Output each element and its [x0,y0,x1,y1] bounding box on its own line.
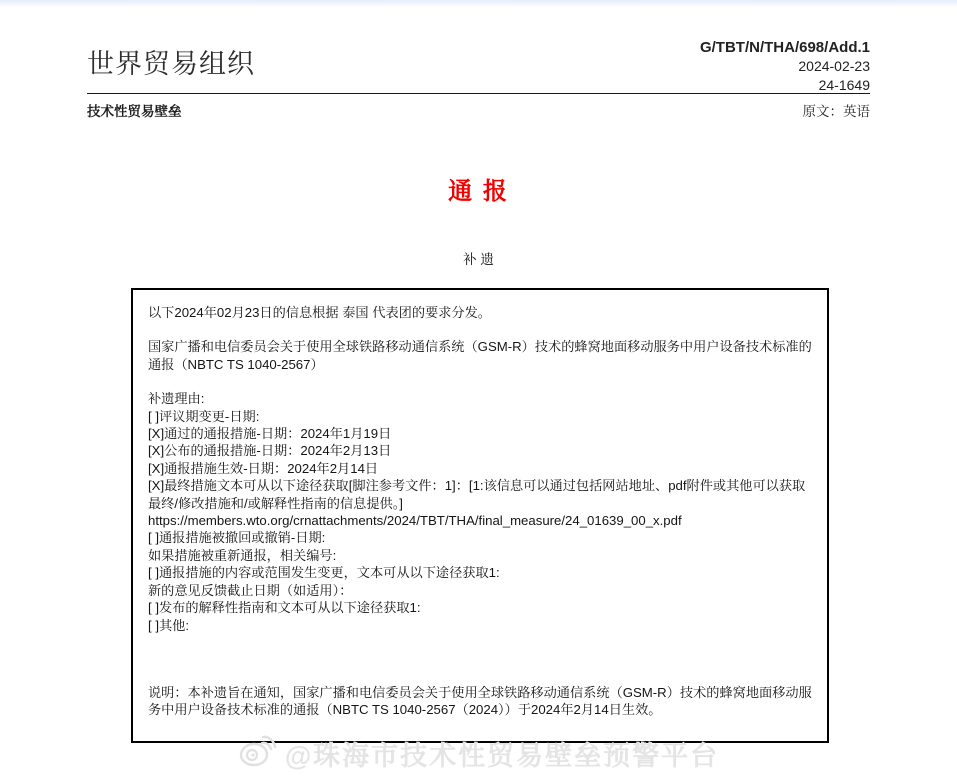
notice-line: 以下2024年02月23日的信息根据 泰国 代表团的要求分发。 [148,305,491,320]
notice-line: [ ]通报措施的内容或范围发生变更，文本可从以下途径获取1: [148,565,500,581]
notice-line: 说明：本补遗旨在通知，国家广播和电信委员会关于使用全球铁路移动通信系统（GSM-R）技术的蜂窝地面移动服务中用户设备技术标准的通报（NBTC TS 1040-2567（2024））于2024年2月14日生效。 [148,684,812,718]
category-label: 技术性贸易壁垒 [87,104,182,119]
page-subtitle: 补 遗 [463,252,494,267]
notice-line: [ ]其他: [148,617,190,633]
document-code: G/TBT/N/THA/698/Add.1 [699,39,870,56]
notice-line: [X]通报措施生效-日期：2024年2月14日 [148,460,379,476]
watermark-text: @珠海市技术性贸易壁垒预警平台 [284,741,720,771]
notice-line: [X]最终措施文本可从以下途径获取[脚注参考文件：1]：[1:该信息可以通过包括网站地址、pdf附件或其他可以获取最终/修改措施和/或解释性指南的信息提供。] [148,478,806,511]
notice-line: [ ]发布的解释性指南和文本可从以下途径获取1: [148,600,421,616]
document-number: 24-1649 [818,77,870,93]
document-reference-block [700,38,870,95]
org-title: 世界贸易组织 [87,49,255,79]
notice-line: [X]公布的通报措施-日期：2024年2月13日 [148,443,392,459]
notice-line: 补遗理由: [148,391,205,407]
document-date: 2024-02-23 [798,58,870,74]
notice-line: https://members.wto.org/crnattachments/2024/TBT/THA/final_measure/24_01639_00_x.pdf [148,513,682,529]
notice-line: [X]通过的通报措施-日期：2024年1月19日 [148,426,392,442]
notice-line: 国家广播和电信委员会关于使用全球铁路移动通信系统（GSM-R）技术的蜂窝地面移动服务中用户设备技术标准的通报（NBTC TS 1040-2567） [148,339,812,372]
notice-line: 新的意见反馈截止日期（如适用）： [148,582,353,598]
notice-line: 如果措施被重新通报，相关编号: [148,547,337,563]
notice-body-box [131,288,829,743]
page-title: 通 报 [448,178,509,205]
original-language-label: 原文：英语 [802,104,870,119]
notice-line: [ ]评议期变更-日期: [148,408,260,424]
header-divider [87,93,870,94]
top-strip [0,0,957,6]
notice-line: [ ]通报措施被撤回或撤销-日期: [148,530,326,546]
